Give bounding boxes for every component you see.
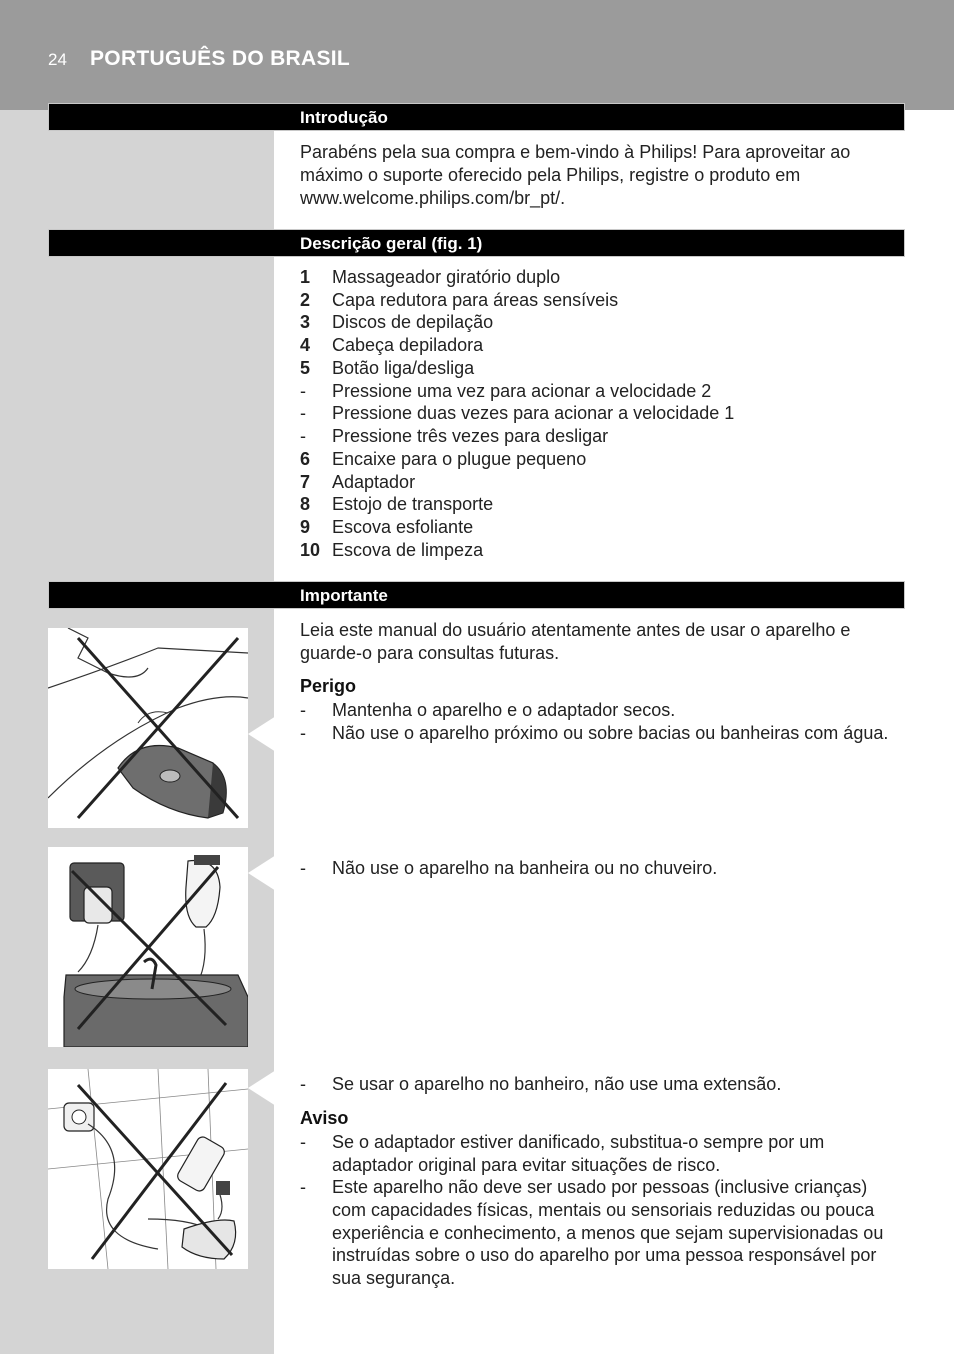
intro-paragraph: Parabéns pela sua compra e bem-vindo à Philips! Para aproveitar ao máximo o suporte oferecido pela Philips, registre o produto em www.welcome.philips.com/br_pt/. — [300, 142, 851, 208]
warning-item: - Este aparelho não deve ser usado por pessoas (inclusive crianças) com capacidades físicas, mentais ou sensoriais reduzidas ou pouca experiência e conhecimento, a menos que sejam supervisionadas ou instruídas sobre o uso do aparelho por uma pessoa responsável por sua segurança. — [300, 1177, 884, 1289]
page-title: PORTUGUÊS DO BRASIL — [90, 47, 351, 70]
list-item: - Pressione uma vez para acionar a velocidade 2 — [300, 381, 712, 401]
extension-cord-prohibited-illustration — [48, 1069, 248, 1269]
list-item: 6 Encaixe para o plugue pequeno — [300, 449, 587, 469]
list-item: 9 Escova esfoliante — [300, 517, 474, 537]
section-title: Importante — [300, 586, 388, 605]
danger-item: - Mantenha o aparelho e o adaptador secos. — [300, 700, 676, 720]
sink-prohibited-illustration — [48, 628, 248, 828]
list-item: 10 Escova de limpeza — [300, 540, 484, 560]
list-item: 7 Adaptador — [300, 472, 416, 492]
figure-pointer — [248, 716, 276, 752]
section-header-overview — [48, 229, 905, 257]
danger-item: - Se usar o aparelho no banheiro, não use uma extensão. — [300, 1074, 782, 1094]
page-number: 24 — [48, 50, 67, 69]
danger-item: - Não use o aparelho na banheira ou no chuveiro. — [300, 858, 718, 878]
warning-heading: Aviso — [300, 1108, 349, 1128]
figure-pointer — [248, 1070, 276, 1106]
list-item: 8 Estojo de transporte — [300, 494, 494, 514]
section-header-important — [48, 581, 905, 609]
important-intro: Leia este manual do usuário atentamente antes de usar o aparelho e guarde-o para consultas futuras. — [300, 620, 851, 663]
list-item: 5 Botão liga/desliga — [300, 358, 475, 378]
section-title: Introdução — [300, 108, 388, 127]
list-item: 3 Discos de depilação — [300, 312, 494, 332]
bath-adapter-prohibited-illustration — [48, 847, 248, 1047]
section-header-intro — [48, 103, 905, 131]
list-item: - Pressione três vezes para desligar — [300, 426, 609, 446]
danger-heading: Perigo — [300, 676, 357, 696]
warning-item: - Se o adaptador estiver danificado, substitua-o sempre por um adaptador original para evitar situações de risco. — [300, 1132, 825, 1175]
list-item: 1 Massageador giratório duplo — [300, 267, 561, 287]
danger-item: - Não use o aparelho próximo ou sobre bacias ou banheiras com água. — [300, 723, 889, 743]
figure-pointer — [248, 855, 276, 891]
list-item: - Pressione duas vezes para acionar a velocidade 1 — [300, 403, 735, 423]
list-item: 4 Cabeça depiladora — [300, 335, 484, 355]
list-item: 2 Capa redutora para áreas sensíveis — [300, 290, 619, 310]
section-title: Descrição geral (fig. 1) — [300, 234, 483, 253]
